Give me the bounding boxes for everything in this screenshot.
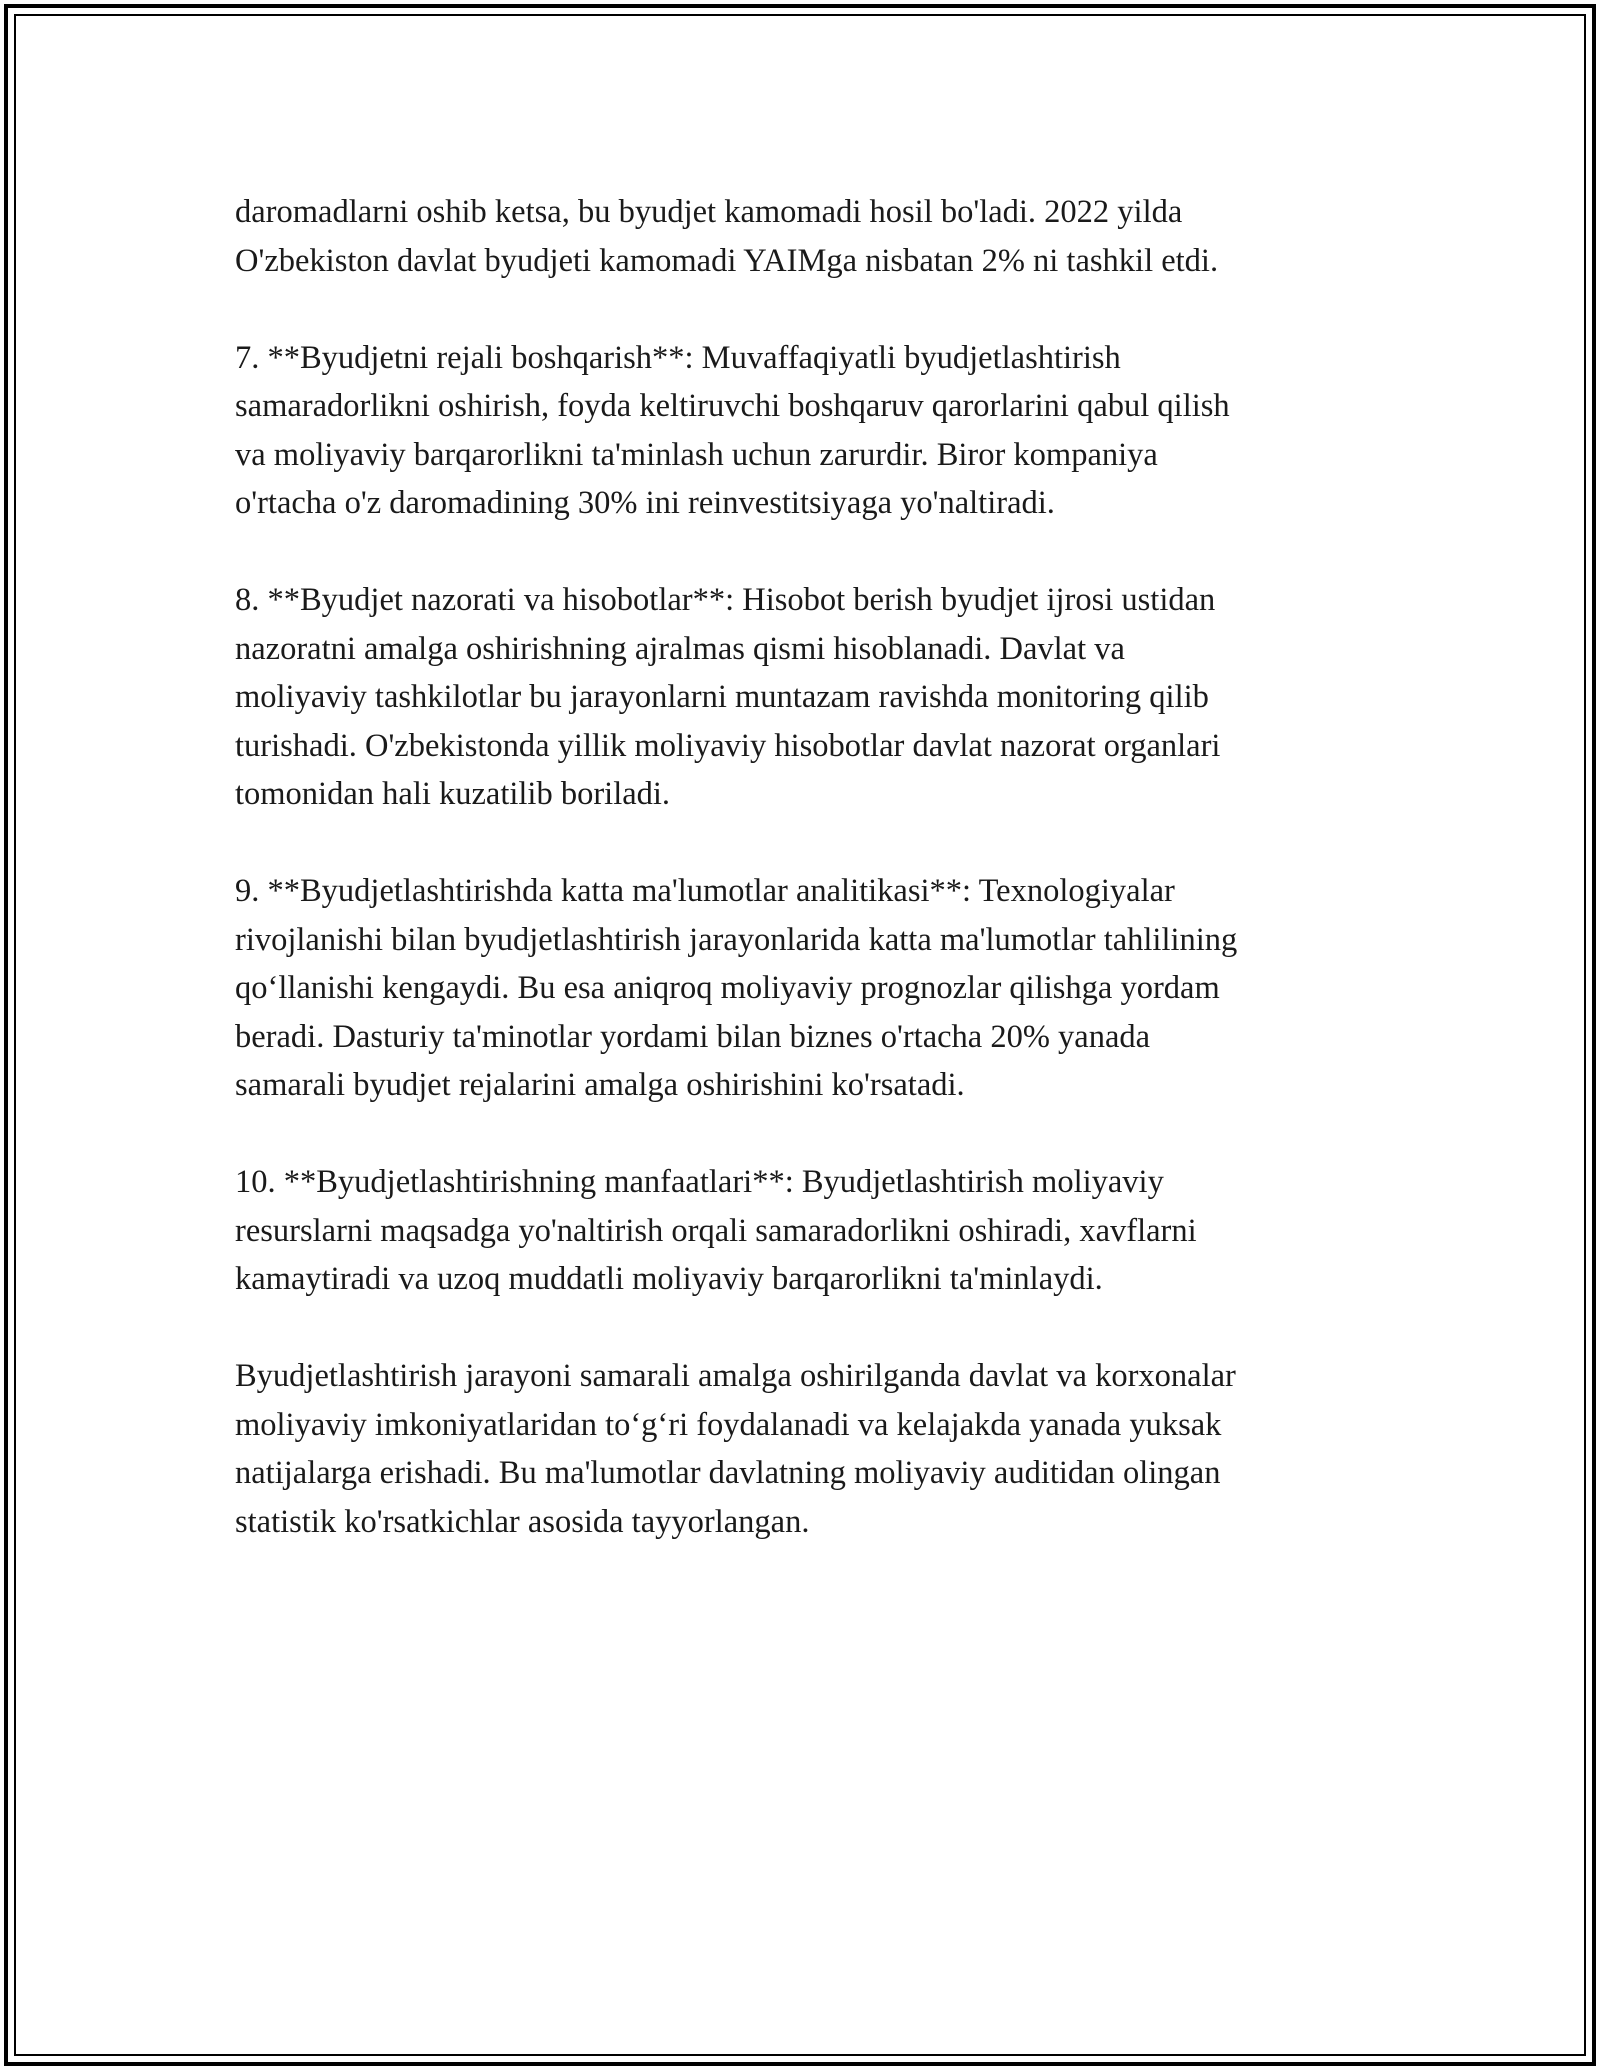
text-line: va moliyaviy barqarorlikni ta'minlash uchun zarurdir. Biror kompaniya: [235, 436, 1158, 473]
text-line: 8. **Byudjet nazorati va hisobotlar**: Hisobot berish byudjet ijrosi ustidan: [235, 582, 1216, 618]
text-line: statistik ko'rsatkichlar asosida tayyorlangan.: [235, 1503, 810, 1540]
text-line: moliyaviy tashkilotlar bu jarayonlarni muntazam ravishda monitoring qilib: [235, 679, 1209, 715]
text-line: Byudjetlashtirish jarayoni samarali amalga oshirilganda davlat va korxonalar: [235, 1358, 1236, 1394]
text-line: kamaytiradi va uzoq muddatli moliyaviy barqarorlikni ta'minlaydi.: [235, 1261, 1103, 1297]
text-line: rivojlanishi bilan byudjetlashtirish jarayonlarida katta ma'lumotlar tahlilining: [235, 921, 1238, 958]
text-line: moliyaviy imkoniyatlaridan to‘g‘ri foydalanadi va kelajakda yanada yuksak: [235, 1406, 1222, 1443]
text-line: daromadlarni oshib ketsa, bu byudjet kamomadi hosil bo'ladi. 2022 yilda: [235, 194, 1183, 230]
text-line: samaradorlikni oshirish, foyda keltiruvchi boshqaruv qarorlarini qabul qilish: [235, 388, 1230, 424]
document-body: [235, 188, 1385, 1595]
text-line: tomonidan hali kuzatilib boriladi.: [235, 776, 671, 812]
paragraph-item-8: [235, 576, 1385, 819]
text-line: O'zbekiston davlat byudjeti kamomadi YAIMga nisbatan 2% ni tashkil etdi.: [235, 242, 1219, 279]
text-line: qo‘llanishi kengaydi. Bu esa aniqroq moliyaviy prognozlar qilishga yordam: [235, 970, 1220, 1006]
text-line: beradi. Dasturiy ta'minotlar yordami bilan biznes o'rtacha 20% yanada: [235, 1018, 1151, 1055]
text-line: natijalarga erishadi. Bu ma'lumotlar davlatning moliyaviy auditidan olingan: [235, 1455, 1221, 1491]
paragraph-item-9: [235, 867, 1385, 1110]
text-line: o'rtacha o'z daromadining 30% ini reinvestitsiyaga yo'naltiradi.: [235, 485, 1055, 521]
text-line: samarali byudjet rejalarini amalga oshirishini ko'rsatadi.: [235, 1067, 965, 1103]
text-line: 7. **Byudjetni rejali boshqarish**: Muvaffaqiyatli byudjetlashtirish: [235, 339, 1121, 376]
text-line: turishadi. O'zbekistonda yillik moliyaviy hisobotlar davlat nazorat organlari: [235, 727, 1221, 764]
paragraph-budget-deficit: [235, 188, 1385, 285]
text-line: 10. **Byudjetlashtirishning manfaatlari**: Byudjetlashtirish moliyaviy: [235, 1164, 1164, 1200]
paragraph-item-7: [235, 334, 1385, 528]
text-line: 9. **Byudjetlashtirishda katta ma'lumotlar analitikasi**: Texnologiyalar: [235, 873, 1175, 909]
paragraph-conclusion: [235, 1352, 1385, 1546]
paragraph-item-10: [235, 1158, 1385, 1304]
text-line: resurslarni maqsadga yo'naltirish orqali samaradorlikni oshiradi, xavflarni: [235, 1212, 1197, 1249]
text-line: nazoratni amalga oshirishning ajralmas qismi hisoblanadi. Davlat va: [235, 630, 1125, 667]
